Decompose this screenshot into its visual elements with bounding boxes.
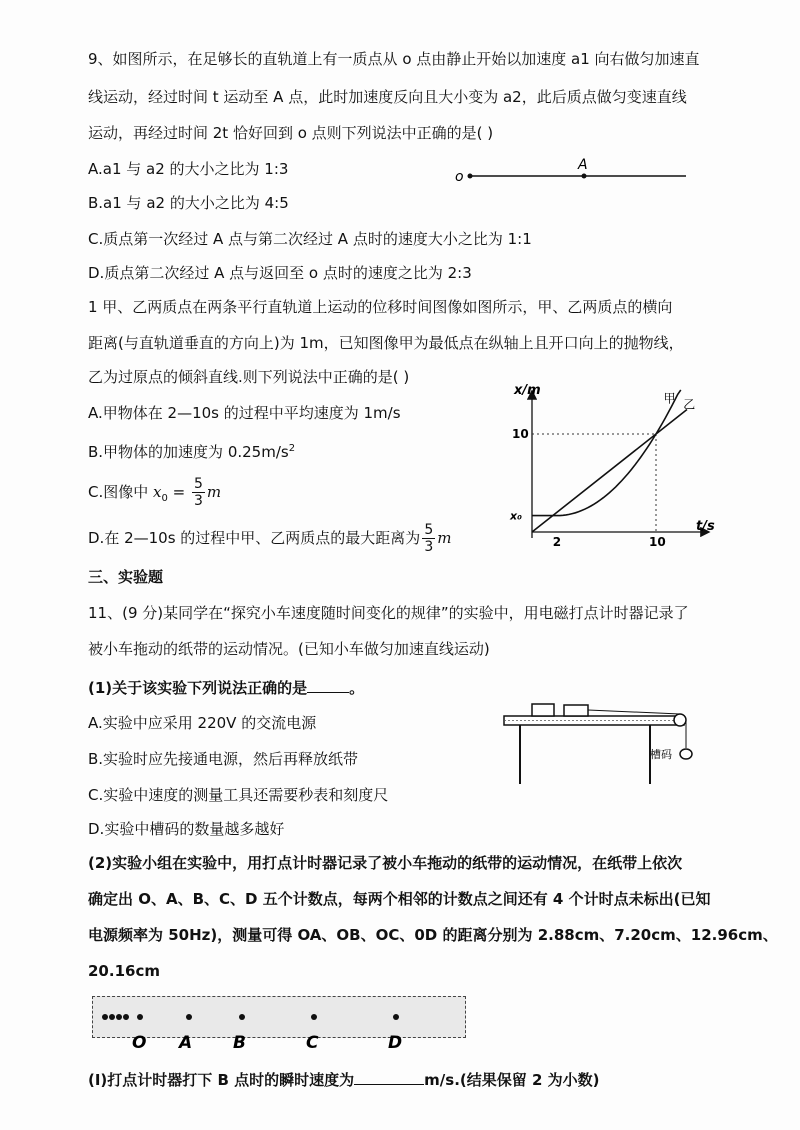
- series-label-jia: 甲: [663, 391, 676, 406]
- q10-option-b-sup: 2: [288, 443, 296, 454]
- weight-icon: [680, 749, 692, 759]
- tape-point-d: [393, 1014, 399, 1020]
- fraction-numerator: 5: [424, 522, 434, 538]
- x-tick-label: 10: [649, 535, 666, 549]
- q11-part-1-end: 。: [349, 679, 365, 697]
- q11-line-1: 11、(9 分)某同学在“探究小车速度随时间变化的规律”的实验中，用电磁打点计时器记录了: [88, 604, 689, 622]
- q9-line-2: 线运动，经过时间 t 运动至 A 点，此时加速度反向且大小变为 a2，此后质点做匀变速直线: [88, 88, 687, 106]
- tape-label-a: A: [179, 1033, 193, 1053]
- q10-option-c-fraction: [192, 476, 205, 509]
- q9-option-d: D.质点第二次经过 A 点与返回至 o 点时的速度之比为 2:3: [88, 264, 472, 282]
- series-line-yi: [532, 410, 687, 533]
- q9-option-c: C.质点第一次经过 A 点与第二次经过 A 点时的速度大小之比为 1:1: [88, 230, 532, 248]
- tape-label-c: C: [306, 1033, 319, 1053]
- q11-part-1: [88, 676, 364, 699]
- fraction-numerator: 5: [193, 476, 203, 492]
- label-o: o: [455, 169, 464, 185]
- q11-part-2-i-end: m/s.(结果保留 2 为小数): [424, 1071, 600, 1089]
- q11-part-2-i: [88, 1068, 600, 1091]
- answer-blank[interactable]: [354, 1068, 424, 1085]
- section-title: 三、实验题: [88, 568, 164, 586]
- q9-line-1: 9、如图所示，在足够长的直轨道上有一质点从 o 点由静止开始以加速度 a1 向右做匀加速直: [88, 50, 700, 68]
- weight-label: 槽码: [650, 748, 672, 761]
- q9-option-b: B.a1 与 a2 的大小之比为 4:5: [88, 194, 289, 212]
- q10-option-d-fraction: [422, 522, 435, 555]
- answer-blank[interactable]: [307, 676, 349, 693]
- fraction-denominator: 3: [424, 539, 434, 555]
- pulley-icon: [674, 714, 686, 726]
- xt-graph: [500, 372, 730, 560]
- q11-part-2-line-3: 电源频率为 50Hz)，测量可得 OA、OB、OC、0D 的距离分别为 2.88cm、7.20cm、12.96cm、: [88, 926, 778, 944]
- q10-option-b: [88, 438, 295, 463]
- q11-part-2-line-2: 确定出 O、A、B、C、D 五个计数点，每两个相邻的计数点之间还有 4 个计时点未标出(已知: [88, 890, 711, 908]
- tape-point-a: [186, 1014, 192, 1020]
- q10-option-d-unit: m: [437, 529, 452, 547]
- q11-part-2-line-4: 20.16cm: [88, 962, 160, 980]
- q10-option-b-text: B.甲物体的加速度为 0.25m/s: [88, 443, 289, 461]
- q9-option-a: A.a1 与 a2 的大小之比为 1:3: [88, 160, 289, 178]
- point-o: [468, 174, 473, 179]
- q10-option-d-text: D.在 2—10s 的过程中甲、乙两质点的最大距离为: [88, 529, 421, 547]
- q11-part-2-line-1: (2)实验小组在实验中，用打点计时器记录了被小车拖动的纸带的运动情况，在纸带上依次: [88, 854, 683, 872]
- label-a: A: [578, 158, 588, 173]
- q10-option-c-sub: 0: [161, 493, 168, 504]
- q10-option-c-text: C.图像中: [88, 483, 154, 501]
- tape-point-o: [137, 1014, 143, 1020]
- y-tick-label: 10: [512, 427, 529, 441]
- q11-part-2-i-text: (Ⅰ)打点计时器打下 B 点时的瞬时速度为: [88, 1071, 355, 1089]
- q10-option-c-eq: =: [167, 483, 190, 501]
- cart-icon: [564, 705, 588, 716]
- q10-option-d: [88, 520, 451, 556]
- q11-option-b: B.实验时应先接通电源，然后再释放纸带: [88, 750, 359, 768]
- x-tick-label: 2: [552, 535, 562, 549]
- series-line-jia: [532, 390, 681, 516]
- q11-option-d: D.实验中槽码的数量越多越好: [88, 820, 285, 838]
- tape-point-b: [239, 1014, 245, 1020]
- q9-line-3: 运动，再经过时间 2t 恰好回到 o 点则下列说法中正确的是( ): [88, 124, 494, 142]
- tape-label-o: O: [132, 1033, 147, 1053]
- timer-icon: [532, 704, 554, 716]
- q10-option-c-unit: m: [206, 483, 222, 501]
- tape-point-c: [311, 1014, 317, 1020]
- q10-line-3: 乙为过原点的倾斜直线.则下列说法中正确的是( ): [88, 368, 410, 386]
- q10-line-2: 距离(与直轨道垂直的方向上)为 1m，已知图像甲为最低点在纵轴上且开口向上的抛物线，: [88, 334, 684, 352]
- q11-option-a: A.实验中应采用 220V 的交流电源: [88, 714, 317, 732]
- y-axis-label: x/m: [514, 383, 541, 398]
- tape-label-b: B: [233, 1033, 246, 1053]
- q10-option-a: A.甲物体在 2—10s 的过程中平均速度为 1m/s: [88, 404, 401, 422]
- series-label-yi: 乙: [683, 397, 696, 412]
- q10-option-c: [88, 474, 221, 517]
- tape-points: [92, 996, 472, 1056]
- x-axis-label: t/s: [696, 519, 715, 534]
- fraction-denominator: 3: [193, 493, 203, 509]
- q11-line-2: 被小车拖动的纸带的运动情况。(已知小车做匀加速直线运动): [88, 640, 490, 658]
- q11-option-c: C.实验中速度的测量工具还需要秒表和刻度尺: [88, 786, 389, 804]
- y-tick-label: x₀: [510, 509, 522, 523]
- q10-line-1: 1 甲、乙两质点在两条平行直轨道上运动的位移时间图像如图所示，甲、乙两质点的横向: [88, 298, 673, 316]
- q10-option-c-var: x: [153, 483, 162, 501]
- q11-part-1-text: (1)关于该实验下列说法正确的是: [88, 679, 308, 697]
- tape-label-d: D: [388, 1033, 403, 1053]
- point-a: [582, 174, 587, 179]
- q9-track-figure: [450, 158, 700, 188]
- cart-apparatus-figure: [500, 692, 710, 792]
